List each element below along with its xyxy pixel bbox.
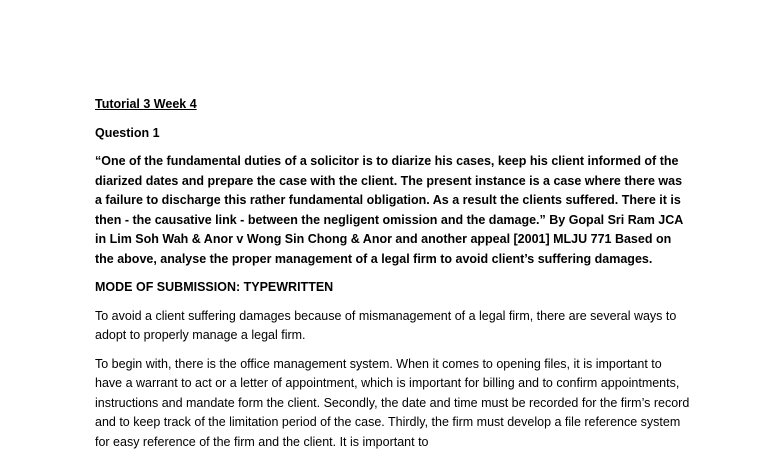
question-text: “One of the fundamental duties of a solicitor is to diarize his cases, keep his client informed of the diarized dates and prepare the case with the client. The present instance is a case where there was a failure to discharge this rather fundamental obligation. As a result the clients suffered. There it is then - the causative link - between the negligent omission and the damage.” By Gopal Sri Ram JCA in Lim Soh Wah & Anor v Wong Sin Chong & Anor and another appeal [2001] MLJU 771 Based on the above, analyse the proper management of a legal firm to avoid client’s suffering damages. xyxy=(95,154,683,266)
body-paragraph-1: To avoid a client suffering damages because of mismanagement of a legal firm, there are several ways to adopt to properly manage a legal firm. xyxy=(95,308,677,342)
document-body xyxy=(95,95,690,461)
document-title: Tutorial 3 Week 4 xyxy=(95,97,197,111)
submission-mode: MODE OF SUBMISSION: TYPEWRITTEN xyxy=(95,280,334,294)
question-heading: Question 1 xyxy=(95,125,160,140)
body-paragraph-2: To begin with, there is the office management system. When it comes to opening files, it is important to have a warrant to act or a letter of appointment, which is important for billing and to confirm appointments, instructions and mandate form the client. Secondly, the date and time must be recorded for the firm’s record and to keep track of the limitation period of the case. Thirdly, the firm must develop a file reference system for easy reference of the firm and the client. It is important to xyxy=(95,356,690,449)
